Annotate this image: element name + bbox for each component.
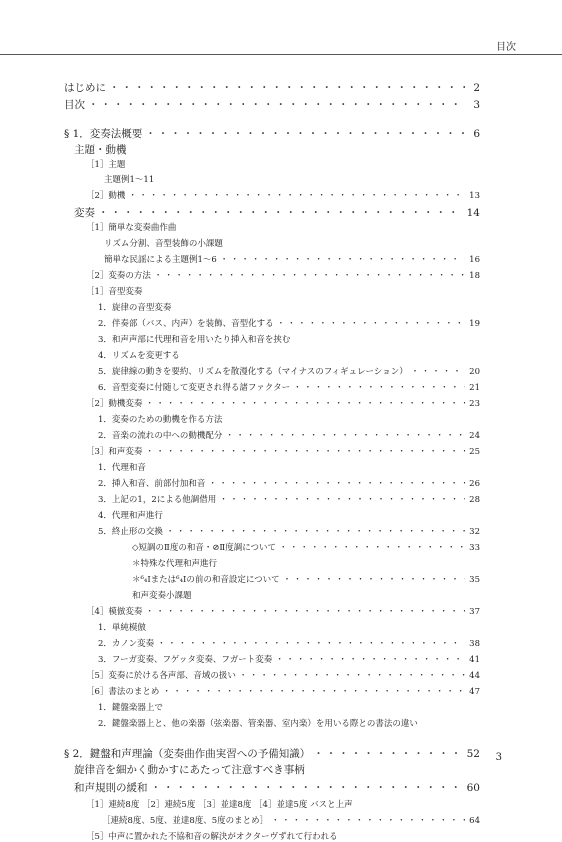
toc-entry-title: ［1］簡単な変奏曲作曲 <box>86 223 177 233</box>
toc-entry-title: 1．旋律の音型変奏 <box>98 303 172 313</box>
toc-entry <box>64 205 480 220</box>
toc-entry-page: 25 <box>469 447 480 457</box>
toc-entry-title: ［2］変奏の方法 <box>86 271 151 281</box>
toc-entry-title: はじめに <box>64 82 106 94</box>
toc-entry <box>64 461 480 473</box>
toc-entry-page: 28 <box>469 495 480 505</box>
dot-leader <box>411 365 465 377</box>
toc-entry-title: 目次 <box>64 99 85 111</box>
toc-entry-page: 14 <box>466 207 480 219</box>
dot-leader <box>220 253 465 265</box>
dot-leader <box>219 493 465 505</box>
dot-leader <box>109 80 465 95</box>
toc-entry <box>64 605 480 617</box>
toc-entry <box>64 413 480 425</box>
toc-entry-title: 1．鍵盤楽器上で <box>98 703 163 713</box>
toc-entry-page: 64 <box>469 816 480 826</box>
toc-entry-title: 1．変奏のための動機を作る方法 <box>98 415 223 425</box>
toc-entry-page: 26 <box>469 479 480 489</box>
toc-entry <box>64 525 480 537</box>
toc-entry-title: 4．代理和声進行 <box>98 511 163 521</box>
toc-entry-title: ［5］中声に置かれた不協和音の解決がオクターヴずれて行われる <box>86 832 338 842</box>
toc-entry-title: 2．挿入和音、前部付加和音 <box>98 479 206 489</box>
toc-entry <box>64 746 480 761</box>
toc-entry <box>64 80 480 95</box>
toc-entry <box>64 317 480 329</box>
toc-entry-page: 21 <box>469 383 480 393</box>
toc-entry <box>64 285 480 297</box>
page-number: 3 <box>495 752 502 763</box>
toc-entry-title: 簡単な民謡による主題例1～6 <box>104 255 217 265</box>
toc-entry <box>64 397 480 409</box>
toc-entry-page: 52 <box>466 748 480 760</box>
toc-entry-page: 13 <box>469 191 480 201</box>
toc-entry <box>64 637 480 649</box>
toc-entry-title: 3．和声声部に代理和音を用いたり挿入和音を挟む <box>98 335 291 345</box>
toc-entry-title: ［5］変奏に於ける各声部、音域の扱い <box>86 671 236 681</box>
toc-entry-title: ［1］音型変奏 <box>86 287 143 297</box>
dot-leader <box>154 269 465 281</box>
toc-entry <box>64 189 480 201</box>
toc-entry-page: 3 <box>473 99 480 111</box>
dot-leader <box>145 605 465 617</box>
dot-leader <box>283 573 465 585</box>
dot-leader <box>145 126 465 141</box>
toc-entry <box>64 814 480 826</box>
toc-entry-page: 41 <box>469 655 480 665</box>
toc-entry <box>64 621 480 633</box>
toc-entry-title: 6．音型変奏に付随して変更され得る諸ファクター <box>98 383 291 393</box>
toc-entry-title: 2．伴奏部（バス、内声）を装飾、音型化する <box>98 319 274 329</box>
toc-entry-page: 37 <box>469 607 480 617</box>
toc-entry <box>64 589 480 601</box>
toc-entry-title: § 1．変奏法概要 <box>64 128 143 140</box>
dot-leader <box>275 653 465 665</box>
toc-entry-title: ◇短調のⅡ度の和音・⊘Ⅱ度調について <box>132 543 277 553</box>
dot-leader <box>88 97 465 112</box>
toc-entry <box>64 798 480 810</box>
toc-entry-title: ＊特殊な代理和声進行 <box>132 559 218 569</box>
toc-entry-title: ［6］書法のまとめ <box>86 687 160 697</box>
toc-entry <box>64 301 480 313</box>
toc-entry-title: ［4］模倣変奏 <box>86 607 143 617</box>
toc-entry <box>64 557 480 569</box>
dot-leader <box>151 780 464 795</box>
toc-entry-page: 24 <box>469 431 480 441</box>
toc-entry-page: 32 <box>469 527 480 537</box>
dot-leader <box>313 746 463 761</box>
running-head: 目次 <box>496 42 516 53</box>
toc-entry <box>64 253 480 265</box>
toc-entry <box>64 142 480 157</box>
toc-entry <box>64 685 480 697</box>
toc-entry-title: 3．上記の1，2による他調借用 <box>98 495 217 505</box>
toc-entry <box>64 349 480 361</box>
toc-entry-title: 和声規則の緩和 <box>74 782 148 794</box>
toc-entry <box>64 445 480 457</box>
dot-leader <box>208 477 465 489</box>
header-rule <box>0 54 562 55</box>
toc-entry-title: 1．代理和音 <box>98 463 146 473</box>
toc-entry-page: 18 <box>469 271 480 281</box>
toc-entry <box>64 701 480 713</box>
toc-entry-title: ［2］動機 <box>86 191 126 201</box>
toc-entry <box>64 830 480 842</box>
toc-entry-page: 23 <box>469 399 480 409</box>
toc-entry <box>64 333 480 345</box>
toc-entry-page: 6 <box>473 128 480 140</box>
toc-entry-title: § 2．鍵盤和声理論（変奏曲作曲実習への予備知識） <box>64 748 311 760</box>
toc-entry-page: 60 <box>466 782 480 794</box>
dot-leader <box>277 317 465 329</box>
dot-leader <box>162 685 465 697</box>
toc-entry <box>64 221 480 233</box>
toc-entry-page: 35 <box>469 575 480 585</box>
toc-entry-title: 2．鍵盤楽器上と、他の楽器（弦楽器、管楽器、室内楽）を用いる際との書法の違い <box>98 719 418 729</box>
toc-entry-title: 3．フーガ変奏、フゲッタ変奏、フガート変奏 <box>98 655 273 665</box>
toc-entry-title: 2．カノン変奏 <box>98 639 155 649</box>
toc-entry-page: 38 <box>469 639 480 649</box>
toc-entry-title: 1．単純模倣 <box>98 623 146 633</box>
toc-entry <box>64 493 480 505</box>
toc-entry <box>64 669 480 681</box>
toc-entry-title: ［2］動機変奏 <box>86 399 143 409</box>
toc-entry-page: 20 <box>469 367 480 377</box>
toc-entry <box>64 173 480 185</box>
toc-entry <box>64 429 480 441</box>
dot-leader <box>293 381 465 393</box>
toc-entry <box>64 762 480 777</box>
toc-entry-title: 主題・動機 <box>74 144 127 156</box>
toc-entry <box>64 780 480 795</box>
toc-entry-page: 16 <box>469 255 480 265</box>
toc-entry <box>64 573 480 585</box>
toc-entry <box>64 509 480 521</box>
toc-entry <box>64 541 480 553</box>
toc-entry <box>64 653 480 665</box>
toc-entry-title: 和声変奏小課題 <box>132 591 192 601</box>
toc-entry-title: ＊⁶₄Ⅰまたは⁶₄Ⅰの前の和音設定について <box>132 575 280 585</box>
toc-entry-title: ［1］主題 <box>86 160 126 170</box>
dot-leader <box>98 205 464 220</box>
toc-entry-title: 5．旋律線の動きを要約、リズムを散漫化する（マイナスのフィギュレーション） <box>98 367 408 377</box>
toc-entry <box>64 365 480 377</box>
toc-entry-page: 44 <box>469 671 480 681</box>
toc-entry-page: 2 <box>473 82 480 94</box>
toc-entry-page: 33 <box>469 543 480 553</box>
dot-leader <box>239 669 465 681</box>
toc-entry <box>64 126 480 141</box>
toc-entry-title: ［連続8度、5度、並達8度、5度のまとめ］ <box>102 816 269 826</box>
toc-entry <box>64 381 480 393</box>
toc-entry-title: 5．終止形の交換 <box>98 527 163 537</box>
toc-entry-page: 47 <box>469 687 480 697</box>
toc-entry <box>64 237 480 249</box>
toc-entry <box>64 158 480 170</box>
dot-leader <box>279 541 465 553</box>
toc-entry <box>64 477 480 489</box>
toc-entry-title: 4．リズムを変更する <box>98 351 180 361</box>
toc-entry-title: 変奏 <box>74 207 95 219</box>
dot-leader <box>128 189 465 201</box>
dot-leader <box>271 814 465 826</box>
toc-entry-title: 主題例1～11 <box>104 175 155 185</box>
toc-entry-title: ［3］和声変奏 <box>86 447 143 457</box>
dot-leader <box>225 429 465 441</box>
toc-entry-title: ［1］連続8度 ［2］連続5度 ［3］並達8度 ［4］並達5度 バスと上声 <box>86 800 353 810</box>
toc-entry-title: リズム分割、音型装飾の小課題 <box>104 239 223 249</box>
toc-entry <box>64 97 480 112</box>
toc-entry <box>64 717 480 729</box>
dot-leader <box>166 525 465 537</box>
toc-entry <box>64 269 480 281</box>
dot-leader <box>145 445 465 457</box>
dot-leader <box>145 397 465 409</box>
dot-leader <box>157 637 465 649</box>
toc-entry-title: 旋律音を細かく動かすにあたって注意すべき事柄 <box>74 764 305 776</box>
toc-entry-page: 19 <box>469 319 480 329</box>
toc-entry-title: 2．音楽の流れの中への動機配分 <box>98 431 223 441</box>
